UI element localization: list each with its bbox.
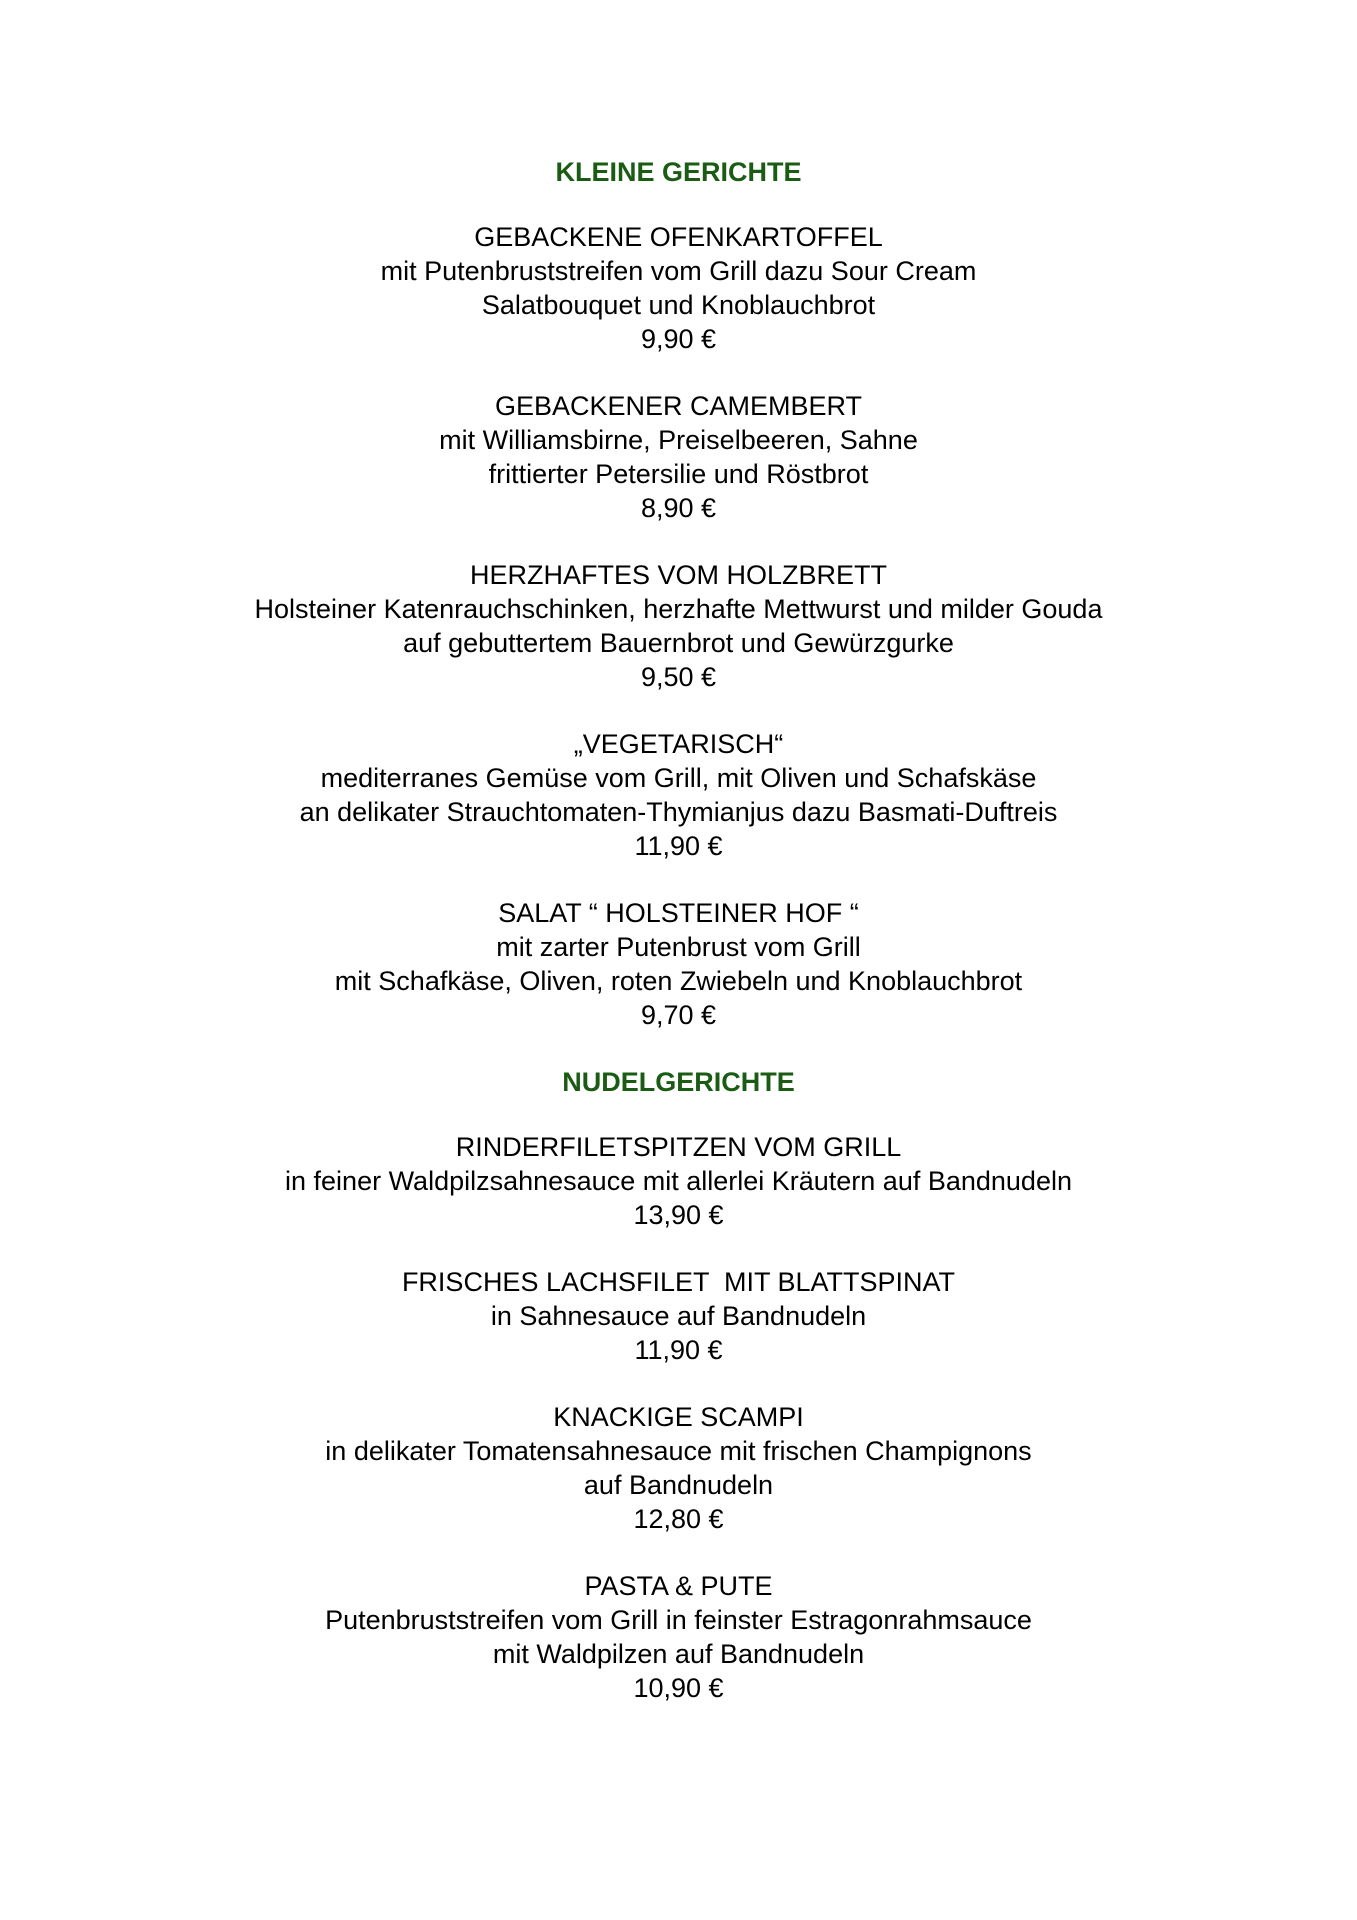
dish-description: Putenbruststreifen vom Grill in feinster Estragonrahmsauce	[325, 1605, 1032, 1635]
dish-description: in feiner Waldpilzsahnesauce mit allerlei Kräutern auf Bandnudeln	[285, 1166, 1072, 1196]
dish-name: PASTA & PUTE	[584, 1571, 773, 1601]
dish-name: GEBACKENE OFENKARTOFFEL	[474, 222, 883, 252]
dish-description: mit Schafkäse, Oliven, roten Zwiebeln und Knoblauchbrot	[334, 966, 1023, 996]
dish-rinderfiletspitzen	[0, 1130, 1357, 1232]
dish-holzbrett	[0, 558, 1357, 694]
dish-pasta-pute	[0, 1569, 1357, 1705]
dish-description: mediterranes Gemüse vom Grill, mit Oliven und Schafskäse	[320, 763, 1037, 793]
dish-description: an delikater Strauchtomaten-Thymianjus dazu Basmati-Duftreis	[299, 797, 1058, 827]
dish-name: GEBACKENER CAMEMBERT	[494, 391, 863, 421]
dish-name: HERZHAFTES VOM HOLZBRETT	[469, 560, 888, 590]
dish-description: mit Williamsbirne, Preiselbeeren, Sahne	[439, 425, 918, 455]
dish-price: 11,90 €	[634, 831, 723, 861]
dish-lachsfilet	[0, 1265, 1357, 1367]
section-title-kleine-gerichte: KLEINE GERICHTE	[555, 157, 802, 187]
dish-vegetarisch	[0, 727, 1357, 863]
dish-description: Salatbouquet und Knoblauchbrot	[481, 290, 876, 320]
menu-page	[0, 155, 1357, 1738]
dish-name: RINDERFILETSPITZEN VOM GRILL	[455, 1132, 902, 1162]
dish-name: SALAT “ HOLSTEINER HOF “	[498, 898, 859, 928]
dish-price: 9,70 €	[640, 1000, 717, 1030]
dish-description: Holsteiner Katenrauchschinken, herzhafte Mettwurst und milder Gouda	[254, 594, 1103, 624]
dish-price: 10,90 €	[633, 1673, 724, 1703]
dish-camembert	[0, 389, 1357, 525]
dish-price: 13,90 €	[633, 1200, 724, 1230]
dish-salat-holsteiner-hof	[0, 896, 1357, 1032]
section-title-nudelgerichte: NUDELGERICHTE	[562, 1067, 795, 1097]
dish-description: in delikater Tomatensahnesauce mit frischen Champignons	[325, 1436, 1032, 1466]
dish-scampi	[0, 1400, 1357, 1536]
dish-price: 8,90 €	[640, 493, 717, 523]
dish-description: mit Waldpilzen auf Bandnudeln	[492, 1639, 865, 1669]
dish-ofenkartoffel	[0, 220, 1357, 356]
dish-price: 11,90 €	[634, 1335, 723, 1365]
dish-price: 9,50 €	[640, 662, 717, 692]
dish-price: 12,80 €	[633, 1504, 724, 1534]
dish-description: auf Bandnudeln	[583, 1470, 774, 1500]
dish-description: frittierter Petersilie und Röstbrot	[488, 459, 869, 489]
dish-description: mit zarter Putenbrust vom Grill	[496, 932, 861, 962]
dish-name: FRISCHES LACHSFILET MIT BLATTSPINAT	[401, 1267, 956, 1297]
dish-description: in Sahnesauce auf Bandnudeln	[490, 1301, 867, 1331]
dish-price: 9,90 €	[640, 324, 717, 354]
dish-description: auf gebuttertem Bauernbrot und Gewürzgurke	[403, 628, 954, 658]
dish-description: mit Putenbruststreifen vom Grill dazu Sour Cream	[380, 256, 977, 286]
dish-name: KNACKIGE SCAMPI	[553, 1402, 804, 1432]
dish-name: „VEGETARISCH“	[573, 729, 784, 759]
